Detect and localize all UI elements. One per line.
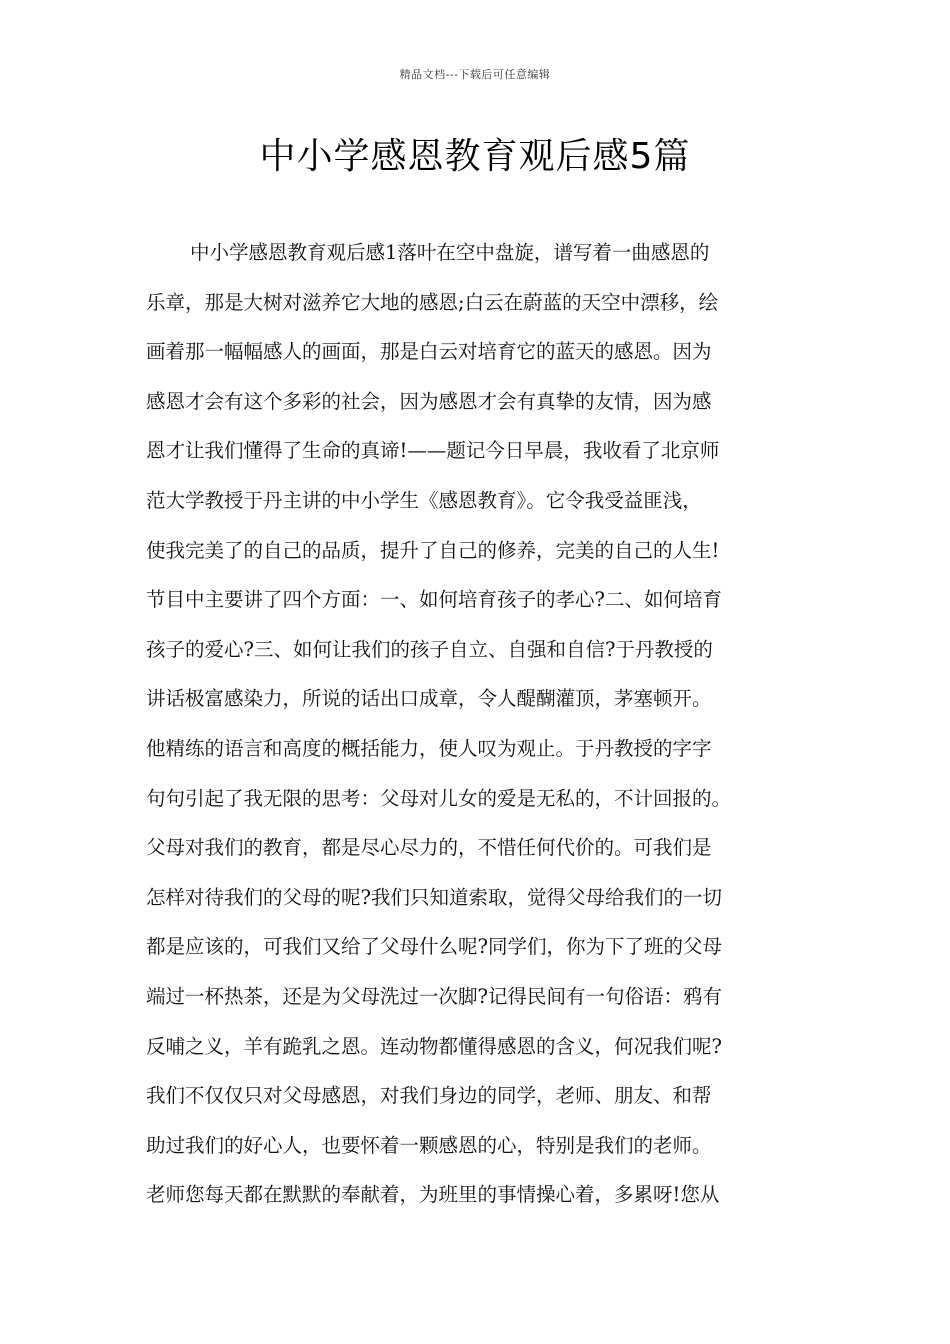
text-line: 范大学教授于丹主讲的中小学生《感恩教育》。它令我受益匪浅， [146,488,702,512]
text-line: 怎样对待我们的父母的呢?我们只知道索取，觉得父母给我们的一切 [146,885,722,909]
document-title: 中小学感恩教育观后感5篇 [259,136,691,177]
text-line: 他精练的语言和高度的概括能力，使人叹为观止。于丹教授的字字 [146,736,712,760]
body-paragraph [146,228,810,1220]
header-note: 精品文档---下载后可任意编辑 [399,68,551,81]
text-line: 画着那一幅幅感人的画面，那是白云对培育它的蓝天的感恩。因为 [146,340,712,364]
text-line: 老师您每天都在默默的奉献着，为班里的事情操心着，多累呀!您从 [146,1183,720,1207]
text-line: 乐章，那是大树对滋养它大地的感恩;白云在蔚蓝的天空中漂移，绘 [146,290,719,314]
text-line: 都是应该的，可我们又给了父母什么呢?同学们，你为下了班的父母 [146,935,722,959]
text-line: 恩才让我们懂得了生命的真谛!——题记今日早晨，我收看了北京师 [146,439,720,463]
text-line: 我们不仅仅只对父母感恩，对我们身边的同学，老师、朋友、和帮 [146,1084,712,1108]
text-line: 助过我们的好心人，也要怀着一颗感恩的心，特别是我们的老师。 [146,1133,712,1157]
text-line: 反哺之义，羊有跪乳之恩。连动物都懂得感恩的含义，何况我们呢? [146,1034,722,1058]
text-line: 句句引起了我无限的思考：父母对儿女的爱是无私的，不计回报的。 [146,786,732,810]
text-line: 端过一杯热茶，还是为父母洗过一次脚?记得民间有一句俗语：鸦有 [146,984,722,1008]
text-line: 使我完美了的自己的品质，提升了自己的修养，完美的自己的人生! [146,538,720,562]
text-line: 父母对我们的教育，都是尽心尽力的，不惜任何代价的。可我们是 [146,836,712,860]
text-line: 感恩才会有这个多彩的社会，因为感恩才会有真挚的友情，因为感 [146,389,712,413]
text-line: 孩子的爱心?三、如何让我们的孩子自立、自强和自信?于丹教授的 [146,637,713,661]
text-line: 节目中主要讲了四个方面：一、如何培育孩子的孝心?二、如何培育 [146,588,722,612]
text-line: 讲话极富感染力，所说的话出口成章，令人醍醐灌顶，茅塞顿开。 [146,687,712,711]
text-line: 中小学感恩教育观后感1落叶在空中盘旋，谱写着一曲感恩的 [190,241,710,264]
